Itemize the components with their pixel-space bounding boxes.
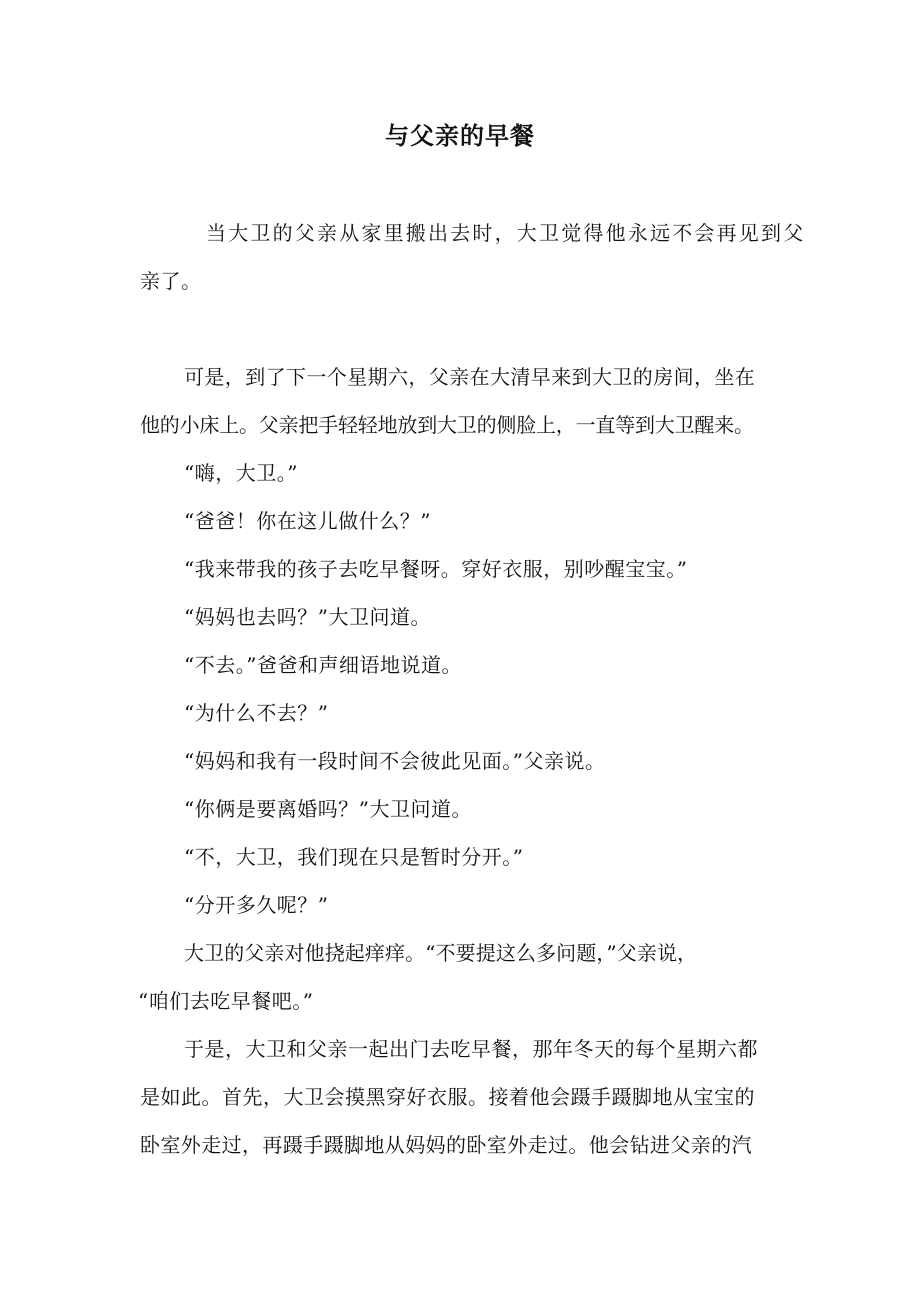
- text-line: 当大卫的父亲从家里搬出去时，大卫觉得他永远不会再见到父: [206, 221, 806, 245]
- text-line: 卧室外走过，再蹑手蹑脚地从妈妈的卧室外走过。他会钻进父亲的汽: [140, 1133, 752, 1157]
- text-line: 可是，到了下一个星期六，父亲在大清早来到大卫的房间，坐在: [184, 365, 756, 389]
- text-line: “咱们去吃早餐吧。”: [138, 989, 314, 1013]
- dialogue-line: “不去。”爸爸和声细语地说道。: [184, 653, 462, 677]
- dialogue-line: “嗨，大卫。”: [184, 461, 298, 485]
- text-line: 他的小床上。父亲把手轻轻地放到大卫的侧脸上，一直等到大卫醒来。: [140, 413, 754, 437]
- dialogue-line: “妈妈和我有一段时间不会彼此见面。”父亲说。: [184, 749, 606, 773]
- text-line: 是如此。首先，大卫会摸黑穿好衣服。接着他会蹑手蹑脚地从宝宝的: [140, 1085, 755, 1109]
- dialogue-line: “不，大卫，我们现在只是暂时分开。”: [184, 845, 524, 869]
- dialogue-line: “爸爸！你在这儿做什么？”: [184, 509, 431, 533]
- dialogue-line: “妈妈也去吗？”大卫问道。: [184, 605, 431, 629]
- text-line: 亲了。: [140, 269, 202, 293]
- text-line: 大卫的父亲对他挠起痒痒。“不要提这么多问题，”父亲说，: [184, 941, 698, 965]
- page-title: 与父亲的早餐: [385, 121, 535, 150]
- dialogue-line: “为什么不去？”: [184, 701, 329, 725]
- text-line: 于是，大卫和父亲一起出门去吃早餐，那年冬天的每个星期六都: [184, 1037, 758, 1061]
- dialogue-line: “你俩是要离婚吗？”大卫问道。: [184, 797, 472, 821]
- dialogue-line: “我来带我的孩子去吃早餐呀。穿好衣服，别吵醒宝宝。”: [184, 557, 688, 581]
- dialogue-line: “分开多久呢？”: [184, 893, 329, 917]
